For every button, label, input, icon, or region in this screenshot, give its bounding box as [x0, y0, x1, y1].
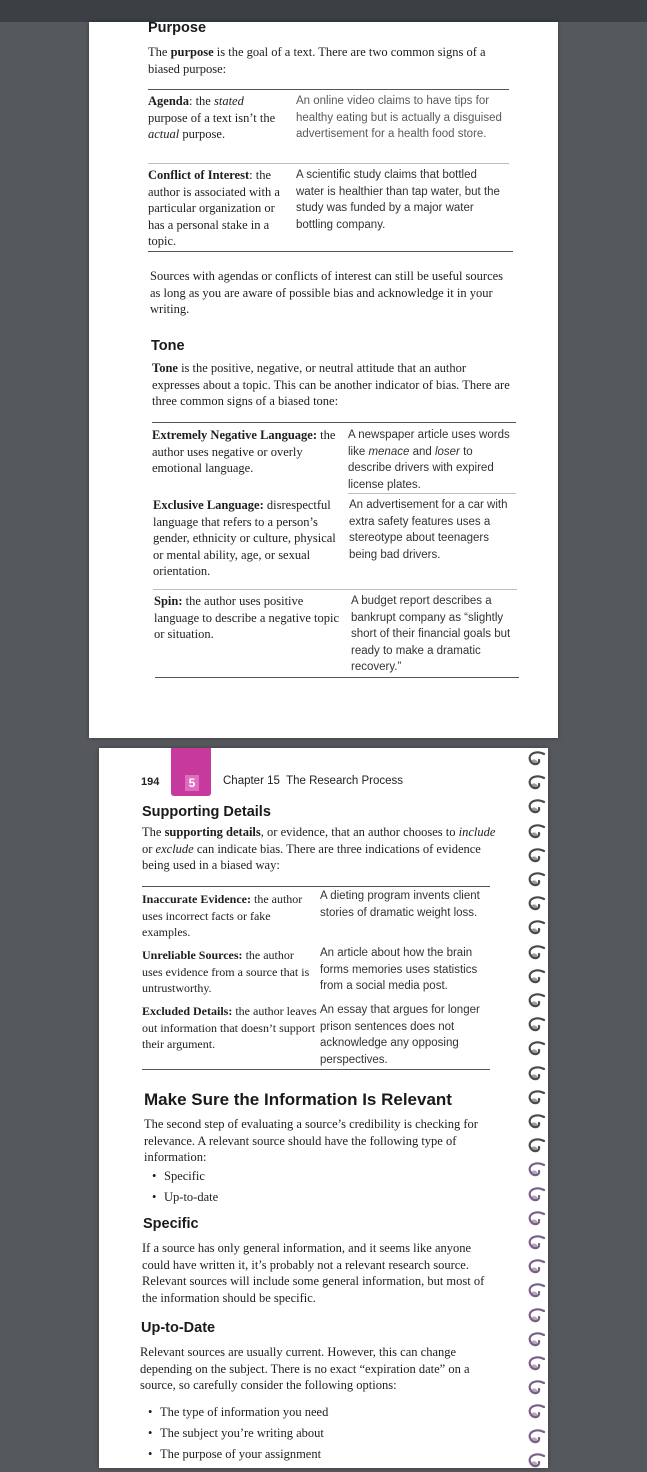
purpose-note: Sources with agendas or conflicts of interest can still be useful sources as long as you are aware of possible bias and acknowledge it in your writing. [150, 269, 504, 316]
tone-table-top-rule [152, 422, 516, 423]
purpose-row-divider [148, 163, 509, 164]
up-to-date-heading: Up-to-Date [141, 1320, 216, 1336]
page-number: 194 [141, 776, 160, 788]
spiral-coil-icon [522, 1234, 548, 1254]
spiral-coil-icon [522, 1210, 548, 1230]
purpose-intro: The purpose is the goal of a text. There are two common signs of a biased purpose: [148, 45, 486, 76]
spin-definition: Spin: the author uses positive language to describe a negative topic or situation. [154, 594, 339, 641]
spiral-coil-icon [522, 823, 548, 843]
spiral-coil-icon [522, 1137, 548, 1157]
exclusive-language-example: An advertisement for a car with extra safety features uses a stereotype about teenagers being bad drivers. [349, 499, 508, 561]
spiral-coil-icon [522, 1355, 548, 1375]
tone-row-divider [348, 493, 516, 494]
unreliable-sources-example: An article about how the brain forms memories uses statistics from a social media post. [320, 947, 478, 992]
supporting-table-bottom-rule [142, 1069, 490, 1070]
specific-heading: Specific [143, 1216, 199, 1232]
relevance-heading: Make Sure the Information Is Relevant [144, 1090, 452, 1109]
conflict-of-interest-definition: Conflict of Interest: the author is associated with a particular organization or has a personal stake in a topic. [148, 168, 280, 248]
spiral-coil-icon [522, 1040, 548, 1060]
purpose-heading: Purpose [148, 22, 207, 36]
spiral-coil-icon [522, 1065, 548, 1085]
list-item: • The type of information you need [148, 1402, 328, 1423]
spiral-coil-icon [522, 871, 548, 891]
negative-language-example: A newspaper article uses words like menace and loser to describe drivers with expired license plates. [348, 429, 510, 491]
list-item: • The purpose of your assignment [148, 1444, 328, 1465]
inaccurate-evidence-example: A dieting program invents client stories of dramatic weight loss. [320, 890, 480, 919]
spiral-coil-icon [522, 1403, 548, 1423]
list-item: • Specific [152, 1166, 218, 1187]
spiral-coil-icon [522, 1331, 548, 1351]
chapter-title: Chapter 15 The Research Process [223, 775, 404, 787]
supporting-table-top-rule [142, 886, 490, 887]
conflict-of-interest-example: A scientific study claims that bottled water is healthier than tap water, but the study was funded by a major water bottling company. [296, 169, 500, 231]
list-item: • The subject you’re writing about [148, 1423, 328, 1444]
purpose-table-top-rule [148, 89, 509, 90]
spiral-coil-icon [522, 774, 548, 794]
excluded-details-definition: Excluded Details: the author leaves out information that doesn’t support their argument. [142, 1004, 317, 1051]
inaccurate-evidence-definition: Inaccurate Evidence: the author uses incorrect facts or fake examples. [142, 892, 303, 939]
spiral-coil-icon [522, 895, 548, 915]
supporting-details-intro: The supporting details, or evidence, that an author chooses to include or exclude can indicate bias. There are three indications of evidence being used in a biased way: [142, 825, 496, 872]
excluded-details-example: An essay that argues for longer prison sentences does not acknowledge any opposing perspectives. [320, 1004, 480, 1066]
document-page-2 [99, 748, 548, 1468]
tone-intro: Tone is the positive, negative, or neutral attitude that an author expresses about a topic. This can be another indicator of bias. There are three common signs of a biased tone: [152, 361, 510, 408]
spiral-coil-icon [522, 992, 548, 1012]
supporting-details-heading: Supporting Details [142, 804, 271, 820]
tone-table-bottom-rule [155, 677, 519, 678]
viewer-top-bar [0, 0, 647, 22]
up-to-date-list [148, 1402, 328, 1465]
spiral-coil-icon [522, 847, 548, 867]
spiral-coil-icon [522, 1258, 548, 1278]
spiral-coil-icon [522, 968, 548, 988]
spiral-coil-icon [522, 750, 548, 770]
specific-body: If a source has only general information, and it seems like anyone could have written it, it’s probably not a relevant research source. Relevant sources will include some general information, but most of the information should be specific. [142, 1241, 485, 1305]
spiral-coil-icon [522, 1282, 548, 1302]
spiral-coil-icon [522, 1161, 548, 1181]
spiral-coil-icon [522, 1113, 548, 1133]
agenda-example: An online video claims to have tips for healthy eating but is actually a disguised advertisement for a health food store. [296, 95, 502, 140]
purpose-table-bottom-rule [148, 251, 513, 252]
spiral-coil-icon [522, 1379, 548, 1399]
tone-heading: Tone [151, 338, 185, 354]
relevance-list [152, 1166, 218, 1208]
spiral-coil-icon [522, 1452, 548, 1472]
spiral-coil-icon [522, 1186, 548, 1206]
spiral-coil-icon [522, 798, 548, 818]
relevance-intro: The second step of evaluating a source’s credibility is checking for relevance. A relevant source should have the following type of information: [144, 1117, 478, 1164]
spiral-coil-icon [522, 1307, 548, 1327]
spiral-coil-icon [522, 1089, 548, 1109]
spiral-coil-icon [522, 919, 548, 939]
exclusive-language-definition: Exclusive Language: disrespectful language that refers to a person’s gender, ethnicity or culture, physical or mental ability, age, or sexual orientation. [153, 498, 336, 578]
spiral-coil-icon [522, 1428, 548, 1448]
spin-example: A budget report describes a bankrupt company as “slightly short of their financial goals but ready to make a dramatic recovery.” [351, 595, 511, 673]
chapter-tab-number: 5 [185, 775, 199, 791]
spiral-coil-icon [522, 1016, 548, 1036]
agenda-definition: Agenda: the stated purpose of a text isn’t the actual purpose. [148, 94, 276, 141]
negative-language-definition: Extremely Negative Language: the author uses negative or overly emotional language. [152, 428, 336, 475]
document-page-1 [89, 22, 558, 738]
chapter-tab [171, 748, 211, 796]
spiral-coil-icon [522, 944, 548, 964]
list-item: • Up-to-date [152, 1187, 218, 1208]
unreliable-sources-definition: Unreliable Sources: the author uses evidence from a source that is untrustworthy. [142, 948, 310, 995]
tone-row-divider-2 [153, 589, 517, 590]
up-to-date-body: Relevant sources are usually current. However, this can change depending on the subject. There is no exact “expiration date” on a source, so carefully consider the following options: [140, 1345, 470, 1392]
